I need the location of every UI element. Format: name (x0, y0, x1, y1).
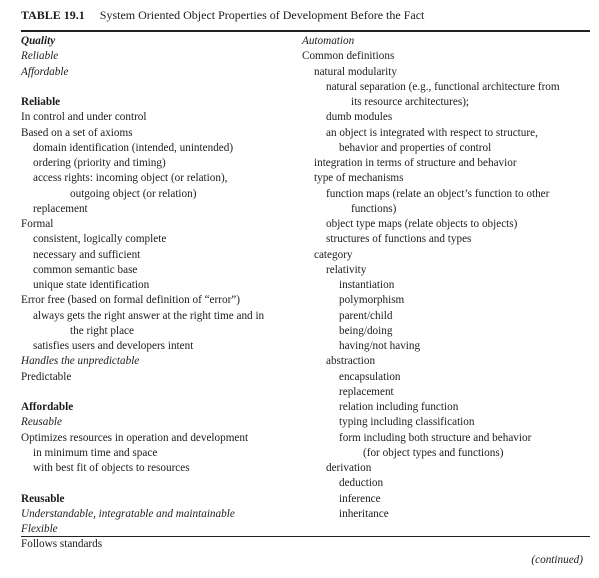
right-column (302, 34, 592, 522)
table-title (21, 8, 424, 22)
table-line: Reusable (21, 416, 63, 429)
table-line: consistent, logically complete (33, 233, 167, 246)
table-line: dumb modules (326, 111, 393, 124)
table-line: replacement (339, 385, 394, 398)
table-line: Error free (based on formal definition of “error”) (21, 294, 240, 307)
table-line: Automation (302, 35, 355, 47)
bottom-rule (21, 536, 590, 537)
table-line: the right place (70, 324, 134, 337)
table-line: Reusable (21, 492, 65, 505)
table-line: replacement (33, 202, 88, 215)
table-line: outgoing object (or relation) (70, 187, 197, 200)
table-line: satisfies users and developers intent (33, 340, 194, 352)
table-line: natural modularity (314, 65, 397, 78)
table-line: abstraction (326, 355, 376, 368)
table-line: type of mechanisms (314, 172, 404, 185)
table-line: derivation (326, 462, 372, 474)
continued-note: (continued) (531, 554, 583, 566)
table-line: Predictable (21, 370, 72, 383)
table-line (21, 80, 296, 95)
table-line (21, 385, 296, 400)
table-caption: System Oriented Object Properties of Development Before the Fact (99, 8, 425, 22)
table-line: (for object types and functions) (363, 446, 504, 459)
table-line: common semantic base (33, 263, 138, 276)
table-line: unique state identification (33, 279, 150, 291)
table-line: object type maps (relate objects to objects) (326, 218, 518, 230)
table-line: behavior and properties of control (339, 141, 492, 154)
table-line: Affordable (21, 65, 69, 78)
table-line: inheritance (339, 507, 389, 520)
table-line: in minimum time and space (33, 446, 158, 459)
table-line: deduction (339, 477, 384, 490)
table-line: function maps (relate an object’s function to other (326, 187, 550, 200)
left-column (21, 34, 296, 553)
table-line: instantiation (339, 279, 395, 291)
table-line: relativity (326, 263, 367, 276)
table-line: structures of functions and types (326, 233, 472, 246)
table-line: having/not having (339, 340, 421, 352)
table-line: Optimizes resources in operation and development (21, 431, 249, 444)
table-line: an object is integrated with respect to structure, (326, 126, 538, 139)
table-line: being/doing (339, 324, 393, 337)
table-line: Reliable (21, 96, 61, 108)
table-line: polymorphism (339, 294, 405, 307)
table-line: Affordable (21, 401, 74, 413)
table-line: ordering (priority and timing) (33, 157, 166, 169)
table-line: typing including classification (339, 416, 475, 429)
table-line: Follows standards (21, 538, 103, 551)
table-line: Based on a set of axioms (21, 126, 133, 139)
table-line: form including both structure and behavior (339, 431, 532, 444)
table-line: Handles the unpredictable (21, 355, 140, 368)
table-label: TABLE 19.1 (21, 8, 85, 22)
table-line: Understandable, integratable and maintainable (21, 507, 235, 520)
table-line: Quality (21, 35, 56, 47)
table-line (21, 476, 296, 491)
table-line: its resource architectures); (351, 96, 470, 108)
table-line: natural separation (e.g., functional architecture from (326, 80, 560, 93)
table-caption-spacer (88, 8, 97, 22)
table-line: integration in terms of structure and behavior (314, 157, 517, 169)
table-line: Common definitions (302, 50, 395, 63)
top-rule (21, 30, 590, 32)
table-line: domain identification (intended, unintended) (33, 141, 234, 154)
table-line: inference (339, 492, 381, 505)
table-line: access rights: incoming object (or relation), (33, 172, 228, 185)
table-line: encapsulation (339, 370, 401, 383)
table-line: Formal (21, 218, 54, 230)
table-line: Reliable (21, 50, 59, 63)
table-line: with best fit of objects to resources (33, 462, 190, 474)
table-line: functions) (351, 202, 397, 215)
table-line: parent/child (339, 309, 393, 322)
table-line: necessary and sufficient (33, 248, 141, 261)
table-line: relation including function (339, 401, 459, 413)
table-line: Flexible (21, 523, 58, 535)
table-line: always gets the right answer at the right time and in (33, 309, 265, 322)
table-line: In control and under control (21, 111, 147, 124)
table-line: category (314, 248, 353, 261)
